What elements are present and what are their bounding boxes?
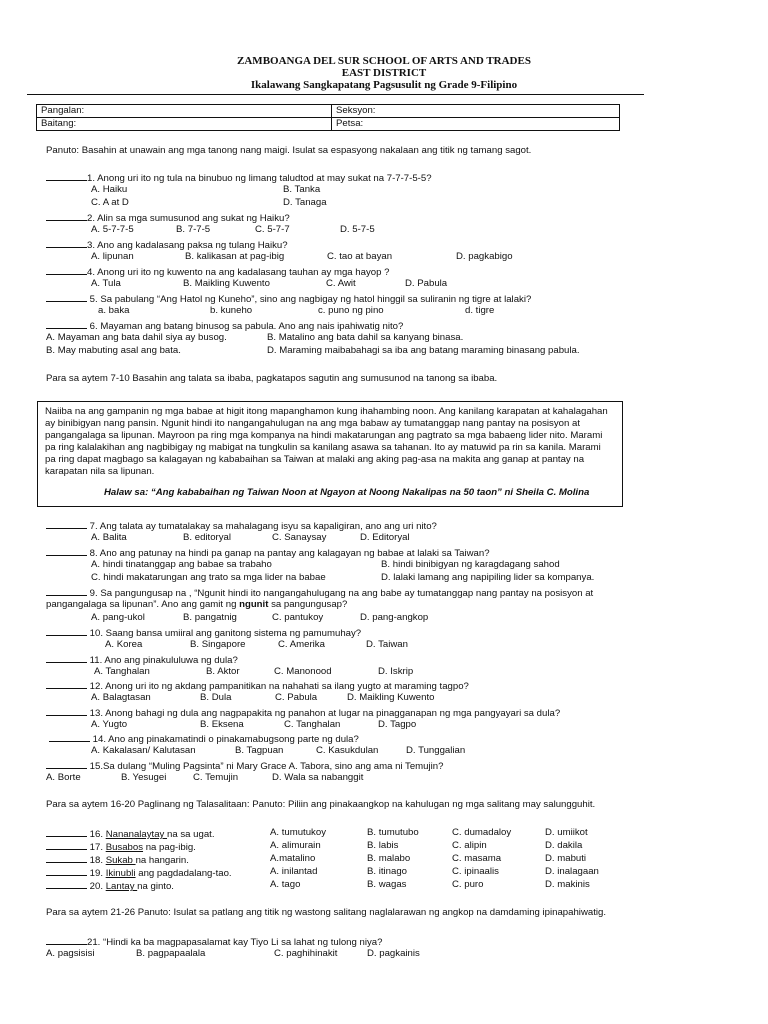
question-9-text-2c: sa pangungusap? <box>268 599 348 610</box>
question-21 <box>46 935 382 949</box>
q11-choice-a: A. Tanghalan <box>94 666 150 677</box>
q2-choice-a: A. 5-7-7-5 <box>91 224 134 235</box>
vocab-18-choice-a: A.matalino <box>270 853 316 864</box>
vocab-19-num: 19. <box>89 868 104 879</box>
question-9-text-2a: pangangalaga sa lipunan”. Ano ang gamit ng <box>46 599 240 610</box>
vocab-18-prompt <box>46 853 189 867</box>
answer-blank-10[interactable] <box>46 626 87 636</box>
q1-choice-a: A. Haiku <box>91 184 128 195</box>
exam-title: Ikalawang Sangkapatang Pagsusulit ng Grade 9-Filipino <box>250 79 518 91</box>
answer-blank-21[interactable] <box>46 935 87 945</box>
question-15 <box>46 759 443 773</box>
q4-choice-c: C. Awit <box>326 278 356 289</box>
answer-blank-5[interactable] <box>46 292 87 302</box>
answer-blank-1[interactable] <box>46 171 87 181</box>
q2-choice-b: B. 7-7-5 <box>176 224 211 235</box>
passage-line-4: pa ring kalalakihan ang nagbibigay ng mabigat na tungkulin sa kanilang asawa sa tahanan. Ito ay matuwid pa rin sa kanila. Marami <box>45 442 601 453</box>
date-label: Petsa: <box>336 118 364 129</box>
vocab-18-num: 18. <box>89 855 104 866</box>
q1-choice-c: C. A at D <box>91 197 129 208</box>
answer-blank-13[interactable] <box>46 706 87 716</box>
directions-2: Para sa aytem 7-10 Basahin ang talata sa ibaba, pagkatapos sagutin ang sumusunod na tanong sa ibaba. <box>46 373 498 384</box>
question-9-line2 <box>46 599 347 611</box>
q6-choice-c: B. May mabuting asal ang bata. <box>46 345 181 356</box>
answer-blank-19[interactable] <box>46 866 87 876</box>
q13-choice-a: A. Yugto <box>91 719 128 730</box>
question-13 <box>46 706 560 720</box>
vocab-17-choice-b: B. labis <box>367 840 399 851</box>
section-field[interactable] <box>332 105 620 118</box>
q4-choice-d: D. Pabula <box>405 278 448 289</box>
q5-choice-b: b. kuneho <box>210 305 253 316</box>
question-7 <box>46 519 437 533</box>
answer-blank-8[interactable] <box>46 546 87 556</box>
q7-choice-b: B. editoryal <box>183 532 231 543</box>
name-label: Pangalan: <box>41 105 85 116</box>
vocab-17-word: Busabos <box>105 842 144 853</box>
section-label: Seksyon: <box>336 105 376 116</box>
question-10-text: 10. Saang bansa umiiral ang ganitong sistema ng pamumuhay? <box>89 628 362 639</box>
date-field[interactable] <box>332 118 620 131</box>
question-14 <box>49 732 359 746</box>
q14-choice-d: D. Tunggalian <box>406 745 466 756</box>
vocab-18-rest: na hangarin. <box>135 855 189 866</box>
q7-choice-a: A. Balita <box>91 532 127 543</box>
vocab-20-word: Lantay <box>105 881 138 892</box>
question-13-text: 13. Anong bahagi ng dula ang nagpapakita ng panahon at lugar na pinagganapan ng mga pangyayari sa dula? <box>89 708 561 719</box>
passage-line-1: Naiiba na ang gampanin ng mga babae at higit itong mapanghamon kung ihahambing noon. Ang kanilang karapatan at kahalagahan <box>45 406 608 417</box>
question-21-text: 21. “Hindi ka ba magpapasalamat kay Tiyo Li sa lahat ng tulong niya? <box>87 937 383 948</box>
answer-blank-9[interactable] <box>46 586 87 596</box>
directions-3: Para sa aytem 16-20 Paglinang ng Talasalitaan: Panuto: Piliin ang pinakaangkop na kahulugan ng mga salitang may salungguhit. <box>46 799 596 810</box>
q12-choice-d: D. Maikling Kuwento <box>347 692 435 703</box>
passage-line-3: pangangalaga sa lipunan. Mayroon pa ring mga kompanya na hindi makatarungan ang pagtrato sa mga babaeng lider nito. Marami <box>45 430 603 441</box>
vocab-16-rest: na sa ugat. <box>167 829 215 840</box>
vocab-16-choice-a: A. tumutukoy <box>270 827 326 838</box>
vocab-16-choice-c: C. dumadaloy <box>452 827 512 838</box>
answer-blank-18[interactable] <box>46 853 87 863</box>
answer-blank-4[interactable] <box>46 265 87 275</box>
answer-blank-14[interactable] <box>49 732 90 742</box>
q15-choice-a: A. Borte <box>46 772 81 783</box>
q3-choice-c: C. tao at bayan <box>327 251 393 262</box>
vocab-19-choice-d: D. inalagaan <box>545 866 599 877</box>
passage-line-2: ay binibigyan nang pansin. Ngunit hindi ito nangangahulugan na ang mga babaw ay tumatanggap nang pantay na posisyon at <box>45 418 580 429</box>
q9-choice-b: B. pangatnig <box>183 612 237 623</box>
q2-choice-d: D. 5-7-5 <box>340 224 375 235</box>
student-info-table <box>36 104 620 131</box>
question-9 <box>46 586 593 600</box>
answer-blank-15[interactable] <box>46 759 87 769</box>
question-7-text: 7. Ang talata ay tumatalakay sa mahalagang isyu sa kapaligiran, ano ang uri nito? <box>89 521 437 532</box>
vocab-20-choice-b: B. wagas <box>367 879 407 890</box>
q7-choice-d: D. Editoryal <box>360 532 410 543</box>
vocab-18-choice-d: D. mabuti <box>545 853 587 864</box>
vocab-19-word: Ikinubli <box>105 868 136 879</box>
q4-choice-a: A. Tula <box>91 278 121 289</box>
vocab-19-prompt <box>46 866 232 880</box>
vocab-18-choice-c: C. masama <box>452 853 502 864</box>
vocab-18-choice-b: B. malabo <box>367 853 411 864</box>
question-5 <box>46 292 531 306</box>
question-11-text: 11. Ano ang pinakululuwa ng dula? <box>89 655 238 666</box>
vocab-18-word: Sukab <box>105 855 136 866</box>
q5-choice-d: d. tigre <box>465 305 495 316</box>
question-4-text: 4. Anong uri ito ng kuwento na ang kadalasang tauhan ay mga hayop ? <box>87 267 390 278</box>
q11-choice-b: B. Aktor <box>206 666 240 677</box>
answer-blank-3[interactable] <box>46 238 87 248</box>
q8-choice-c: C. hindi makatarungan ang trato sa mga lider na babae <box>91 572 326 583</box>
question-6 <box>46 319 403 333</box>
passage-line-6: karapatan nila sa lipunan. <box>45 466 155 477</box>
q6-choice-a: A. Mayaman ang bata dahil siya ay busog. <box>46 332 227 343</box>
q14-choice-c: C. Kasukdulan <box>316 745 379 756</box>
q21-choice-c: C. paghihinakit <box>274 948 338 959</box>
vocab-20-choice-d: D. makinis <box>545 879 590 890</box>
q5-choice-a: a. baka <box>98 305 130 316</box>
vocab-19-rest: ang pagdadalang-tao. <box>135 868 232 879</box>
question-1-text: 1. Anong uri ito ng tula na binubuo ng limang taludtod at may sukat na 7-7-7-5-5? <box>87 173 432 184</box>
q2-choice-c: C. 5-7-7 <box>255 224 290 235</box>
vocab-20-rest: na ginto. <box>137 881 174 892</box>
answer-blank-7[interactable] <box>46 519 87 529</box>
directions-4: Para sa aytem 21-26 Panuto: Isulat sa patlang ang titik ng wastong salitang naglalarawan ng angkop na damdaming ipinapahiwatig. <box>46 907 607 918</box>
vocab-16-num: 16. <box>89 829 104 840</box>
q12-choice-b: B. Dula <box>200 692 232 703</box>
question-10 <box>46 626 361 640</box>
q10-choice-b: B. Singapore <box>190 639 246 650</box>
q8-choice-d: D. lalaki lamang ang napipiling lider sa kompanya. <box>381 572 595 583</box>
q10-choice-d: D. Taiwan <box>366 639 408 650</box>
q13-choice-c: C. Tanghalan <box>284 719 341 730</box>
answer-blank-2[interactable] <box>46 211 87 221</box>
question-8-text: 8. Ano ang patunay na hindi pa ganap na pantay ang kalagayan ng babae at lalaki sa Taiwan? <box>89 548 490 559</box>
vocab-20-num: 20. <box>89 881 104 892</box>
q14-choice-a: A. Kakalasan/ Kalutasan <box>91 745 196 756</box>
q9-choice-d: D. pang-angkop <box>360 612 429 623</box>
question-6-text: 6. Mayaman ang batang binusog sa pabula. Ano ang nais ipahiwatig nito? <box>89 321 404 332</box>
q11-choice-d: D. Iskrip <box>378 666 414 677</box>
vocab-17-prompt <box>46 840 196 854</box>
q8-choice-b: B. hindi binibigyan ng karagdagang sahod <box>381 559 560 570</box>
vocab-17-rest: na pag-ibig. <box>143 842 196 853</box>
vocab-19-choice-a: A. inilantad <box>270 866 318 877</box>
q9-choice-c: C. pantukoy <box>272 612 324 623</box>
vocab-17-num: 17. <box>89 842 104 853</box>
q6-choice-b: B. Matalino ang bata dahil sa kanyang binasa. <box>267 332 464 343</box>
vocab-17-choice-d: D. dakila <box>545 840 583 851</box>
q9-choice-a: A. pang-ukol <box>91 612 145 623</box>
q5-choice-c: c. puno ng pino <box>318 305 384 316</box>
q12-choice-c: C. Pabula <box>275 692 318 703</box>
q7-choice-c: C. Sanaysay <box>272 532 327 543</box>
passage-citation: Halaw sa: “Ang kababaihan ng Taiwan Noon at Ngayon at Noong Nakalipas na 50 taon” ni Sheila C. Molina <box>104 487 590 498</box>
q14-choice-b: B. Tagpuan <box>235 745 284 756</box>
q3-choice-a: A. lipunan <box>91 251 134 262</box>
q15-choice-b: B. Yesugei <box>121 772 167 783</box>
question-2 <box>46 211 290 225</box>
vocab-20-choice-a: A. tago <box>270 879 301 890</box>
q21-choice-b: B. pagpapaalala <box>136 948 206 959</box>
question-5-text: 5. Sa pabulang “Ang Hatol ng Kuneho”, sino ang nagbigay ng hatol hinggil sa suliranin ng tigre at lalaki? <box>89 294 532 305</box>
q13-choice-b: B. Eksena <box>200 719 244 730</box>
question-12-text: 12. Anong uri ito ng akdang pampanitikan na nahahati sa ilang yugto at maraming tagpo? <box>89 681 469 692</box>
q11-choice-c: C. Manonood <box>274 666 332 677</box>
vocab-16-prompt <box>46 827 215 841</box>
q15-choice-c: C. Temujin <box>193 772 239 783</box>
vocab-19-choice-b: B. itinago <box>367 866 408 877</box>
q3-choice-b: B. kalikasan at pag-ibig <box>185 251 285 262</box>
q4-choice-b: B. Maikling Kuwento <box>183 278 270 289</box>
answer-blank-16[interactable] <box>46 827 87 837</box>
question-12 <box>46 679 469 693</box>
question-14-text: 14. Ano ang pinakamatindi o pinakamabugsong parte ng dula? <box>92 734 359 745</box>
q13-choice-d: D. Tagpo <box>378 719 417 730</box>
q1-choice-d: D. Tanaga <box>283 197 327 208</box>
name-field[interactable] <box>37 105 332 118</box>
q3-choice-d: D. pagkabigo <box>456 251 513 262</box>
q6-choice-d: D. Maraming maibabahagi sa iba ang batang maraming binasang pabula. <box>267 345 580 356</box>
vocab-16-word: Nananalaytay <box>105 829 168 840</box>
passage-line-5: pa ring dapat magbago sa kalagayan ng kababaihan sa Taiwan at malaki ang aking pag-asa na makita ang ganap at pantay na <box>45 454 585 465</box>
q10-choice-c: C. Amerika <box>278 639 325 650</box>
vocab-17-choice-c: C. alipin <box>452 840 487 851</box>
header-divider <box>27 94 644 95</box>
vocab-20-choice-c: C. puro <box>452 879 484 890</box>
q1-choice-b: B. Tanka <box>283 184 321 195</box>
question-4 <box>46 265 389 279</box>
district-name: EAST DISTRICT <box>341 67 427 79</box>
q8-choice-a: A. hindi tinatanggap ang babae sa trabaho <box>91 559 272 570</box>
question-9-text: 9. Sa pangungusap na , “Ngunit hindi ito nangangahulugang na ang babe ay tumatanggap nang pantay na posisyon at <box>89 588 594 599</box>
answer-blank-6[interactable] <box>46 319 87 329</box>
question-8 <box>46 546 490 560</box>
question-11 <box>46 653 238 667</box>
vocab-16-choice-b: B. tumutubo <box>367 827 419 838</box>
vocab-20-prompt <box>46 879 174 893</box>
q21-choice-a: A. pagsisisi <box>46 948 95 959</box>
question-1 <box>46 171 432 185</box>
answer-blank-20[interactable] <box>46 879 87 889</box>
grade-field[interactable] <box>37 118 332 131</box>
school-name: ZAMBOANGA DEL SUR SCHOOL OF ARTS AND TRADES <box>237 55 531 67</box>
q15-choice-d: D. Wala sa nabanggit <box>272 772 364 783</box>
q10-choice-a: A. Korea <box>105 639 143 650</box>
vocab-16-choice-d: D. umiikot <box>545 827 588 838</box>
answer-blank-17[interactable] <box>46 840 87 850</box>
question-2-text: 2. Alin sa mga sumusunod ang sukat ng Haiku? <box>87 213 290 224</box>
q21-choice-d: D. pagkainis <box>367 948 420 959</box>
vocab-19-choice-c: C. ipinaalis <box>452 866 499 877</box>
directions-1: Panuto: Basahin at unawain ang mga tanong nang maigi. Isulat sa espasyong nakalaan ang titik ng tamang sagot. <box>46 145 532 156</box>
grade-label: Baitang: <box>41 118 77 129</box>
answer-blank-11[interactable] <box>46 653 87 663</box>
vocab-17-choice-a: A. alimurain <box>270 840 321 851</box>
question-15-text: 15.Sa dulang “Muling Pagsinta” ni Mary Grace A. Tabora, sino ang ama ni Temujin? <box>89 761 444 772</box>
answer-blank-12[interactable] <box>46 679 87 689</box>
question-3-text: 3. Ano ang kadalasang paksa ng tulang Haiku? <box>87 240 288 251</box>
question-9-keyword: ngunit <box>239 599 269 610</box>
question-3 <box>46 238 288 252</box>
q12-choice-a: A. Balagtasan <box>91 692 151 703</box>
